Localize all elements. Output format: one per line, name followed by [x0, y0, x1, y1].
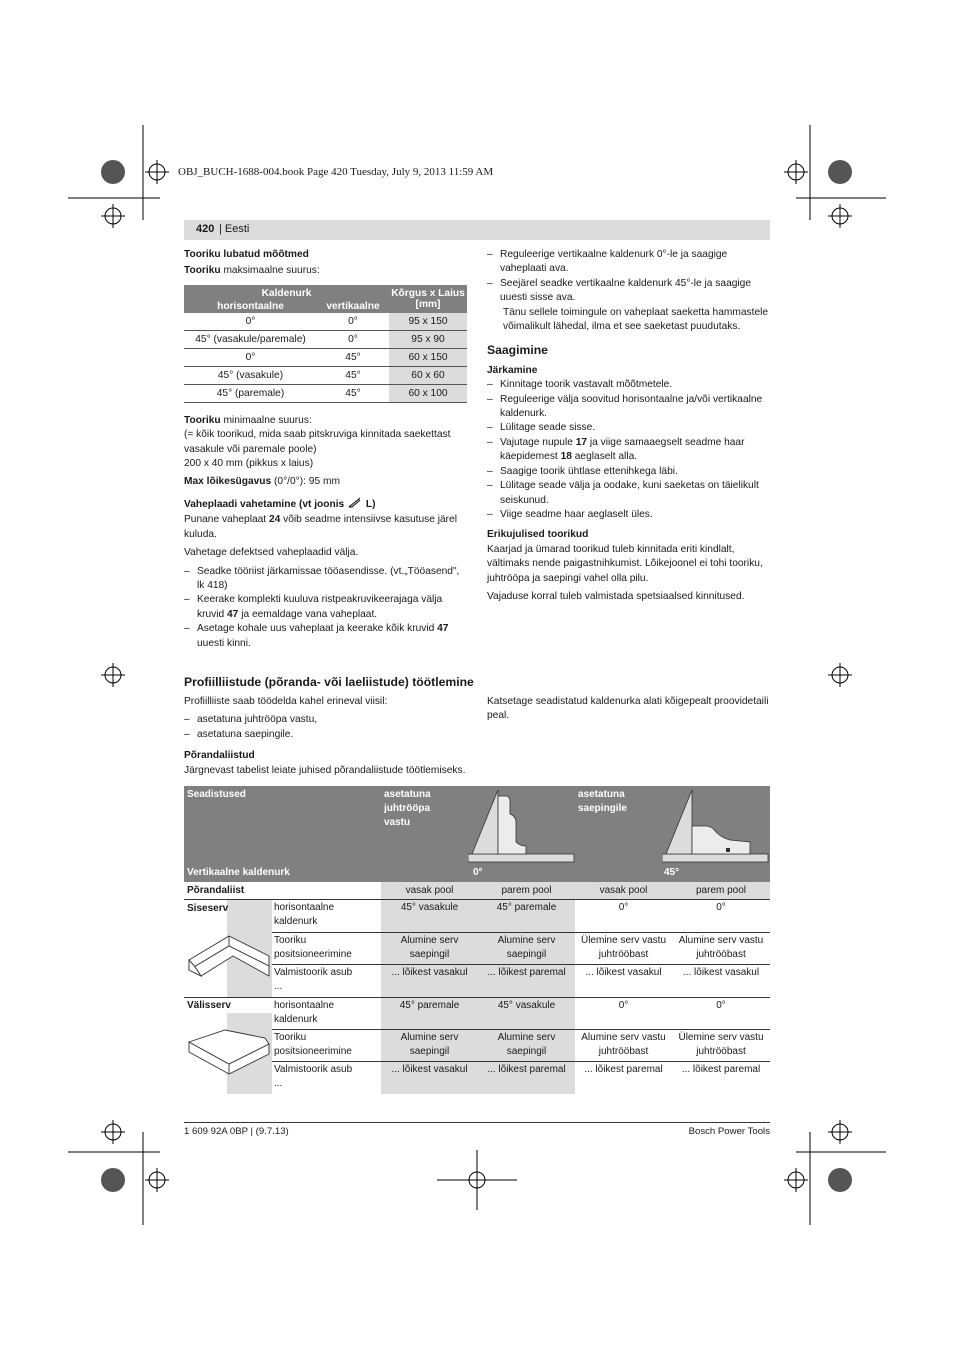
- cut-bullet-2: – Reguleerige välja soovitud horisontaalne ja/või vertikaalne kaldenurk.: [487, 393, 770, 422]
- profile-title: Profiilliistude (põranda- või laeliistude) töötlemine: [184, 675, 474, 689]
- outer-r1-c4: 0°: [716, 1000, 726, 1011]
- inner-r1-c3: 0°: [618, 902, 629, 913]
- outer-r1-c2: 45° vasakule: [497, 1000, 556, 1011]
- page-header-bar: [184, 220, 770, 240]
- table-row: 0° 45° 60 x 150: [184, 349, 467, 367]
- profile-bullet-1: – asetatuna juhtrööpa vastu,: [184, 713, 467, 727]
- profile-right-note: Katsetage seadistatud kaldenurka alati kõigepealt proovidetaili peal.: [487, 696, 769, 722]
- profile-intro: Profiilliiste saab töödelda kahel erineval viisil:: [184, 696, 388, 707]
- max-depth: Max lõikesügavus (0°/0°): 95 mm: [184, 475, 340, 487]
- floor-title: Põrandaliistud: [184, 750, 255, 762]
- divider: [184, 997, 770, 998]
- page-language: | Eesti: [219, 223, 250, 235]
- inner-row-1-label: horisontaalne kaldenurk: [274, 902, 335, 927]
- cut-bullet-5: – Saagige toorik ühtlase ettenihkega läbi.: [487, 465, 770, 479]
- th-size: Kõrgus x Laius [mm]: [389, 285, 467, 313]
- outer-row-2-label: Tooriku positsioneerimine: [274, 1032, 352, 1057]
- inner-r1-c2: 45° paremale: [496, 902, 557, 913]
- inner-row-2-label: Tooriku positsioneerimine: [274, 935, 352, 960]
- inner-r3-c3: ... lõikest vasakul: [585, 967, 662, 978]
- figure-ref-icon: [347, 497, 363, 508]
- outer-r3-c2: ... lõikest paremal: [487, 1064, 566, 1075]
- th-table-angle: 45°: [664, 867, 680, 878]
- profile-table-header: [184, 786, 770, 882]
- outer-row-1-label: horisontaalne kaldenurk: [274, 1000, 335, 1025]
- fence-profile-icon: [468, 786, 576, 868]
- page-number: 420: [196, 223, 215, 235]
- inner-r2-c4: Alumine serv vastu juhtrööbast: [678, 935, 764, 960]
- group-outer-label: Välisserv: [187, 1000, 231, 1011]
- inner-r2-c1: Alumine serv saepingil: [400, 935, 459, 960]
- inner-r3-c2: ... lõikest paremal: [487, 967, 566, 978]
- th-fence-angle: 0°: [473, 867, 483, 878]
- divider: [272, 964, 770, 965]
- right-column: [487, 248, 770, 604]
- outer-r3-c4: ... lõikest paremal: [681, 1064, 761, 1075]
- floor-intro: Järgnevast tabelist leiate juhised põrandaliistude töötlemiseks.: [184, 764, 466, 776]
- table-row: 45° (paremale) 45° 60 x 100: [184, 385, 467, 403]
- special-title: Erikujulised toorikud: [487, 529, 589, 541]
- th-fence: asetatuna juhtrööpa vastu: [384, 789, 431, 828]
- footer-right: Bosch Power Tools: [688, 1126, 770, 1137]
- outer-r2-c4: Ülemine serv vastu juhtrööbast: [678, 1032, 764, 1057]
- th-horizontal: horisontaalne: [184, 300, 317, 313]
- inner-r1-c1: 45° vasakule: [400, 902, 459, 913]
- min-size-note: (= kõik toorikud, mida saab pitskruviga kinnitada saekettast vasakule või paremale poole): [184, 429, 451, 455]
- special-p1: Kaarjad ja ümarad toorikud tuleb kinnitada eriti kindlalt, vältimaks nende paigastnihkumist. Lõikejoonel ei tohi tooriku, juhtrööpa ja saepingi vahel olla pilu.: [487, 543, 763, 584]
- th-table: asetatuna saepingile: [578, 789, 627, 814]
- inner-r2-c3: Ülemine serv vastu juhtrööbast: [580, 935, 667, 960]
- sub-col-4: parem pool: [695, 885, 747, 896]
- outer-row-3-label: Valmistoorik asub ...: [274, 1064, 353, 1089]
- saw-title: Saagimine: [487, 343, 548, 358]
- th-settings: Seadistused: [187, 789, 246, 800]
- divider: [272, 1061, 770, 1062]
- max-size-label: Tooriku maksimaalne suurus:: [184, 265, 320, 276]
- table-row: 45° (vasakule/paremale) 0° 95 x 90: [184, 331, 467, 349]
- left-lower-text: [184, 414, 467, 651]
- cut-title: Järkamine: [487, 364, 538, 376]
- footer-left: 1 609 92A 0BP | (9.7.13): [184, 1126, 289, 1137]
- min-size-label: Tooriku minimaalne suurus:: [184, 415, 312, 426]
- table-row: 45° (vasakule) 45° 60 x 60: [184, 367, 467, 385]
- outer-corner-icon: [185, 1028, 271, 1078]
- cut-bullet-3: – Lülitage seade sisse.: [487, 421, 770, 435]
- divider: [272, 1029, 770, 1030]
- right-bullet-2: – Seejärel seadke vertikaalne kaldenurk 45°-le ja saagige uuesti sisse ava.: [487, 277, 770, 306]
- profile-left: [184, 695, 467, 778]
- cut-bullet-1: – Kinnitage toorik vastavalt mõõtmetele.: [487, 378, 770, 392]
- cut-bullet-6: – Lülitage seade välja ja oodake, kuni saeketas on täielikult seiskunud.: [487, 479, 770, 508]
- plate-bullet-1: – Seadke tööriist järkamissae tööasendisse. (vt.„Tööasend", lk 418): [184, 565, 467, 594]
- th-vertical-angle: Vertikaalne kaldenurk: [187, 867, 290, 878]
- inner-r3-c1: ... lõikest vasakul: [391, 967, 468, 978]
- outer-r1-c1: 45° paremale: [399, 1000, 460, 1011]
- inner-row-3-label: Valmistoorik asub ...: [274, 967, 353, 992]
- outer-r2-c3: Alumine serv vastu juhtrööbast: [581, 1032, 666, 1057]
- inner-r3-c4: ... lõikest vasakul: [682, 967, 760, 978]
- cut-bullet-4: – Vajutage nupule 17 ja viige samaaegselt seadme haar käepidemest 18 aeglaselt alla.: [487, 436, 770, 465]
- outer-r3-c1: ... lõikest vasakul: [391, 1064, 468, 1075]
- dimensions-title: Tooriku lubatud mõõtmed: [184, 249, 309, 260]
- footer-rule: [184, 1122, 770, 1123]
- group-inner-label: Siseserv: [187, 903, 229, 914]
- divider: [272, 932, 770, 933]
- min-size-value: 200 x 40 mm (pikkus x laius): [184, 458, 314, 470]
- inner-r2-c2: Alumine serv saepingil: [497, 935, 556, 960]
- inner-corner-icon: [185, 932, 271, 982]
- plate-title: Vaheplaadi vahetamine (vt joonis L): [184, 499, 376, 511]
- outer-r3-c3: ... lõikest paremal: [584, 1064, 663, 1075]
- right-bullet-1: – Reguleerige vertikaalne kaldenurk 0°-le ja saagige vaheplaati ava.: [487, 248, 770, 277]
- cut-bullet-7: – Viige seadme haar aeglaselt üles.: [487, 508, 770, 522]
- sub-col-3: vasak pool: [599, 885, 648, 896]
- dimensions-table: [184, 285, 467, 403]
- file-header: OBJ_BUCH-1688-004.book Page 420 Tuesday, July 9, 2013 11:59 AM: [178, 166, 494, 178]
- sub-col-2: parem pool: [501, 885, 552, 896]
- plate-bullet-3: – Asetage kohale uus vaheplaat ja keerake kõik kruvid 47 uuesti kinni.: [184, 622, 467, 651]
- th-vertical: vertikaalne: [317, 300, 389, 313]
- table-row: 0° 0° 95 x 150: [184, 313, 467, 331]
- right-bullet-2-note: Tänu sellele toimingule on vaheplaat saeketta hammastele võimalikult lähedal, ilma et see saeketast puudutaks.: [503, 306, 769, 333]
- plate-bullet-2: – Keerake komplekti kuuluva ristpeakruvikeerajaga välja kruvid 47 ja eemaldage vana vaheplaat.: [184, 593, 467, 622]
- special-p2: Vajaduse korral tuleb valmistada spetsiaalsed kinnitused.: [487, 590, 745, 602]
- sub-col-1: vasak pool: [405, 885, 454, 896]
- outer-r2-c1: Alumine serv saepingil: [400, 1032, 459, 1057]
- outer-r1-c3: 0°: [618, 1000, 629, 1011]
- plate-p2: Vahetage defektsed vaheplaadid välja.: [184, 547, 359, 559]
- sub-label: Põrandaliist: [187, 885, 245, 896]
- table-profile-icon: [662, 786, 770, 868]
- inner-r1-c4: 0°: [716, 902, 726, 913]
- th-angle: Kaldenurk: [184, 285, 389, 300]
- plate-p1: Punane vaheplaat 24 võib seadme intensiivse kasutuse järel kuluda.: [184, 514, 457, 540]
- outer-r2-c2: Alumine serv saepingil: [497, 1032, 556, 1057]
- profile-bullet-2: – asetatuna saepingile.: [184, 728, 467, 742]
